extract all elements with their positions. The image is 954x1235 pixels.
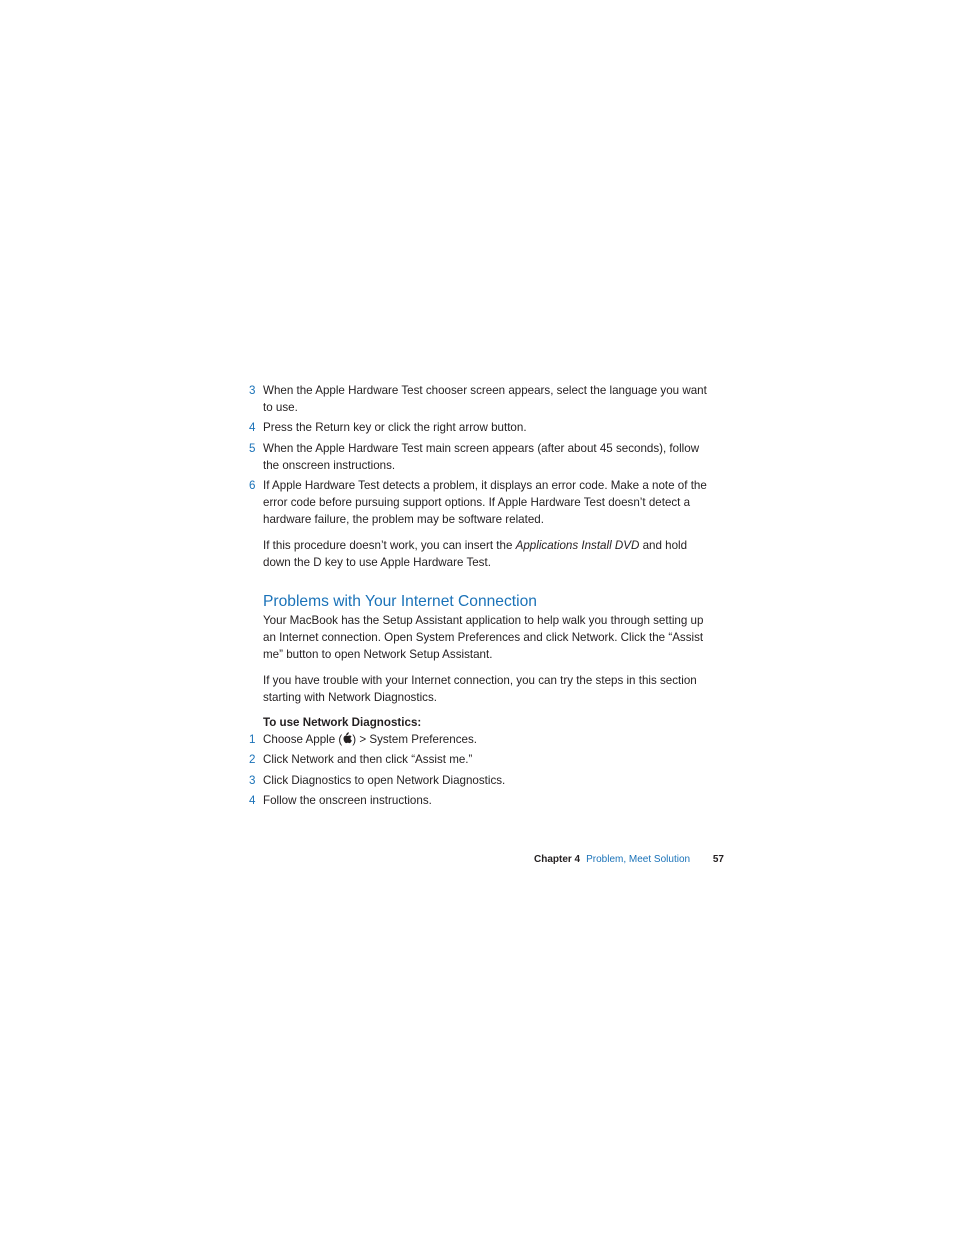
step-text: If Apple Hardware Test detects a problem, it displays an error code. Make a note of the error code before pursuing support options. If Apple Hardware Test doesn’t detect a hardware failure, the problem may be software related. bbox=[263, 479, 707, 527]
section-heading: Problems with Your Internet Connection bbox=[263, 593, 537, 611]
step-item bbox=[249, 440, 708, 474]
step-text: Click Network and then click “Assist me.” bbox=[263, 753, 473, 767]
step-item bbox=[249, 382, 708, 416]
dvd-note-italic: Applications Install DVD bbox=[515, 538, 640, 552]
step-number: 3 bbox=[249, 773, 256, 787]
step-item bbox=[249, 751, 708, 768]
step-text-before: Choose Apple ( bbox=[263, 733, 343, 747]
step-item bbox=[249, 419, 708, 436]
page-footer bbox=[534, 853, 724, 867]
step-text: Follow the onscreen instructions. bbox=[263, 793, 432, 807]
step-text: Press the Return key or click the right arrow button. bbox=[263, 421, 527, 435]
step-text: Click Diagnostics to open Network Diagnostics. bbox=[263, 773, 506, 787]
step-text: When the Apple Hardware Test main screen appears (after about 45 seconds), follow the onscreen instructions. bbox=[263, 441, 700, 472]
step-number: 3 bbox=[249, 384, 256, 397]
step-item bbox=[249, 772, 708, 789]
step-number: 1 bbox=[249, 733, 256, 747]
procedure-subhead: To use Network Diagnostics: bbox=[263, 716, 422, 730]
dvd-note-paragraph bbox=[263, 537, 708, 571]
step-number: 4 bbox=[249, 793, 256, 807]
step-text: When the Apple Hardware Test chooser screen appears, select the language you want to use. bbox=[263, 384, 707, 415]
dvd-note-after: and hold down the D key to use Apple Hardware Test. bbox=[263, 538, 688, 569]
step-item bbox=[249, 731, 708, 748]
diagnostics-steps bbox=[249, 731, 708, 809]
step-number: 5 bbox=[249, 441, 256, 455]
step-item bbox=[249, 792, 708, 809]
step-number: 2 bbox=[249, 753, 256, 767]
step-item bbox=[249, 477, 708, 529]
trouble-paragraph: If you have trouble with your Internet connection, you can try the steps in this section starting with Network Diagnostics. bbox=[263, 673, 697, 704]
footer-chapter-title: Problem, Meet Solution bbox=[586, 854, 691, 865]
dvd-note-before: If this procedure doesn’t work, you can insert the bbox=[263, 538, 516, 552]
footer-chapter: Chapter 4 bbox=[534, 854, 581, 865]
intro-paragraph: Your MacBook has the Setup Assistant application to help walk you through setting up an Internet connection. Open System Preferences and click Network. Click the “Assist me” button to open Network Setup Assistant. bbox=[263, 614, 704, 662]
step-text-after: ) > System Preferences. bbox=[352, 733, 477, 747]
step-text bbox=[263, 731, 708, 748]
step-number: 6 bbox=[249, 479, 256, 493]
page-content bbox=[249, 382, 708, 812]
step-number: 4 bbox=[249, 421, 256, 435]
apple-logo-icon bbox=[342, 732, 352, 744]
page-number: 57 bbox=[712, 854, 724, 865]
